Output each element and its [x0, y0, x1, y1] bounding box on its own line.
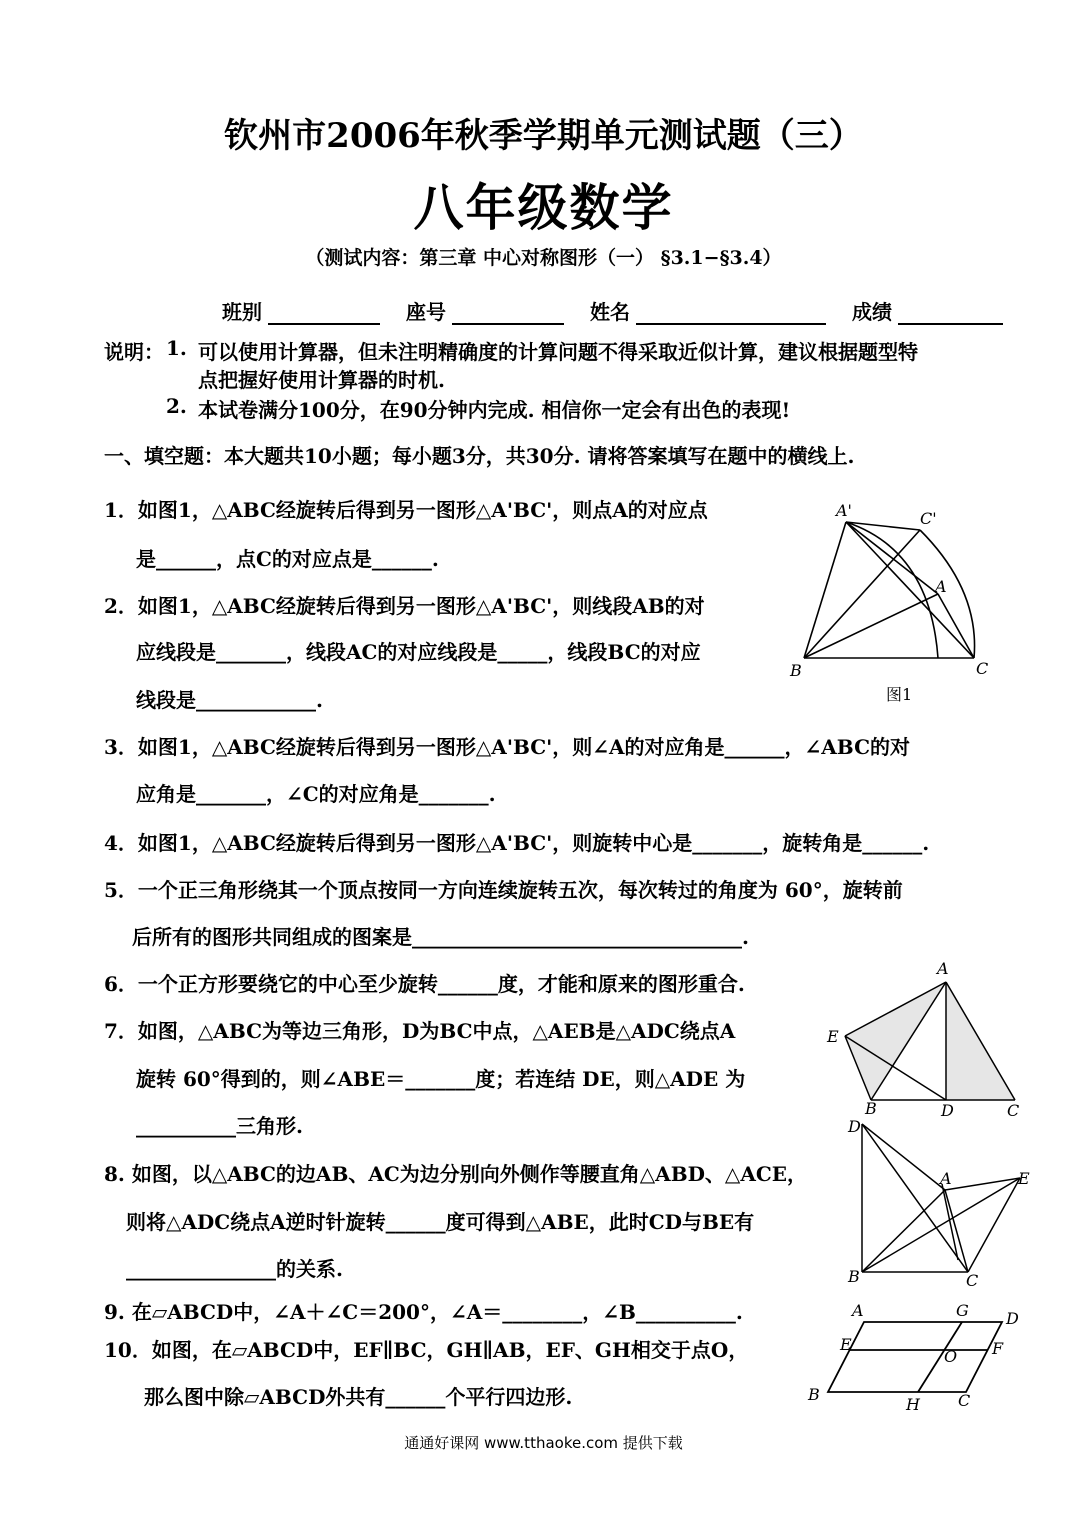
- fig8-label-c: C: [966, 1271, 979, 1290]
- instruction-1-line1: 可以使用计算器，但未注明精确度的计算问题不得采取近似计算，建议根据题型特: [198, 340, 918, 364]
- question-3-line2: 应角是_______，∠C的对应角是_______.: [136, 782, 496, 806]
- instruction-1-line2: 点把握好使用计算器的时机.: [198, 368, 445, 392]
- score-label: 成绩: [852, 300, 892, 324]
- name-field[interactable]: [636, 301, 826, 325]
- name-label: 姓名: [590, 300, 630, 324]
- score-field[interactable]: [898, 301, 1003, 325]
- question-1-line1: 1．如图1，△ABC经旋转后得到另一图形△A'BC'，则点A的对应点: [104, 498, 708, 522]
- subject-title: 八年级数学: [413, 178, 674, 237]
- fig8-label-a: A: [940, 1169, 952, 1188]
- section-1-heading: 一、填空题：本大题共10小题；每小题3分，共30分. 请将答案填写在题中的横线上.: [104, 444, 855, 468]
- fig1-caption: 图1: [886, 685, 913, 704]
- fig10-label-a: A: [852, 1301, 864, 1320]
- figure-10-parallelogram-diagram: [800, 1300, 1030, 1415]
- fig1-label-a-prime: A': [836, 501, 852, 520]
- figure-7-triangle-diagram: [825, 960, 1035, 1120]
- question-7-line2: 旋转 60°得到的，则∠ABE＝_______度；若连结 DE，则△ADE 为: [136, 1067, 746, 1091]
- question-5-line2: 后所有的图形共同组成的图案是_________________________________.: [132, 925, 749, 949]
- question-4-line1: 4．如图1，△ABC经旋转后得到另一图形△A'BC'，则旋转中心是_______，旋转角是______.: [104, 831, 930, 855]
- question-2-line1: 2．如图1，△ABC经旋转后得到另一图形△A'BC'，则线段AB的对: [104, 594, 705, 618]
- question-7-line3: __________三角形.: [136, 1114, 303, 1138]
- fig1-label-c: C: [976, 659, 989, 678]
- class-label: 班别: [222, 300, 262, 324]
- question-2-line3: 线段是____________.: [136, 688, 323, 712]
- question-9-line1: 9. 在▱ABCD中，∠A＋∠C＝200°，∠A＝________，∠B__________.: [104, 1300, 743, 1324]
- figure-1-rotation-diagram: [790, 500, 1000, 710]
- seat-label: 座号: [406, 300, 446, 324]
- fig7-label-a: A: [937, 959, 949, 978]
- footer-source: 通通好课网 www.tthaoke.com 提供下载: [404, 1434, 683, 1452]
- fig7-label-e: E: [827, 1027, 839, 1046]
- question-5-line1: 5．一个正三角形绕其一个顶点按同一方向连续旋转五次，每次转过的角度为 60°，旋转前: [104, 878, 903, 902]
- fig7-label-c: C: [1007, 1101, 1020, 1120]
- fig8-label-e: E: [1018, 1169, 1030, 1188]
- fig7-label-b: B: [865, 1099, 877, 1118]
- question-7-line1: 7．如图，△ABC为等边三角形，D为BC中点，△AEB是△ADC绕点A: [104, 1019, 736, 1043]
- fig10-label-g: G: [956, 1301, 969, 1320]
- question-6-line1: 6．一个正方形要绕它的中心至少旋转______度，才能和原来的图形重合.: [104, 972, 745, 996]
- fig10-label-h: H: [906, 1395, 920, 1414]
- question-2-line2: 应线段是_______，线段AC的对应线段是_____，线段BC的对应: [136, 640, 701, 664]
- exam-title: 钦州市2006年秋季学期单元测试题（三）: [224, 116, 863, 156]
- fig10-label-f: F: [992, 1339, 1004, 1358]
- instruction-1-number: 1.: [166, 336, 187, 360]
- question-8-line1: 8. 如图，以△ABC的边AB、AC为边分别向外侧作等腰直角△ABD、△ACE，: [104, 1162, 807, 1186]
- class-field[interactable]: [268, 301, 380, 325]
- fig8-label-b: B: [848, 1267, 860, 1286]
- question-10-line1: 10．如图，在▱ABCD中，EF∥BC，GH∥AB，EF、GH相交于点O，: [104, 1338, 749, 1362]
- fig10-label-c: C: [958, 1391, 971, 1410]
- instruction-2-number: 2.: [166, 394, 187, 418]
- question-1-line2: 是______，点C的对应点是______.: [136, 547, 439, 571]
- fig1-label-b: B: [790, 661, 802, 680]
- fig10-label-e: E: [840, 1335, 852, 1354]
- figure-8-triangle-diagram: [840, 1112, 1040, 1292]
- fig10-label-b: B: [808, 1385, 820, 1404]
- fig1-label-a: A: [935, 577, 947, 596]
- question-8-line3: _______________的关系.: [126, 1257, 343, 1281]
- question-10-line2: 那么图中除▱ABCD外共有______个平行四边形.: [144, 1385, 573, 1409]
- fig8-label-d: D: [848, 1117, 861, 1136]
- instructions-prefix: 说明：: [104, 340, 164, 364]
- question-8-line2: 则将△ADC绕点A逆时针旋转______度可得到△ABE，此时CD与BE有: [126, 1210, 755, 1234]
- fig10-label-o: O: [944, 1347, 958, 1366]
- seat-field[interactable]: [452, 301, 564, 325]
- test-scope: （测试内容：第三章 中心对称图形（一） §3.1−§3.4）: [305, 247, 782, 269]
- student-info-row: [222, 296, 1003, 325]
- fig1-label-c-prime: C': [920, 509, 937, 528]
- question-3-line1: 3．如图1，△ABC经旋转后得到另一图形△A'BC'，则∠A的对应角是______，∠ABC的对: [104, 735, 911, 759]
- fig10-label-d: D: [1006, 1309, 1019, 1328]
- fig7-label-d: D: [941, 1101, 954, 1120]
- instruction-2-text: 本试卷满分100分，在90分钟内完成. 相信你一定会有出色的表现!: [198, 398, 791, 422]
